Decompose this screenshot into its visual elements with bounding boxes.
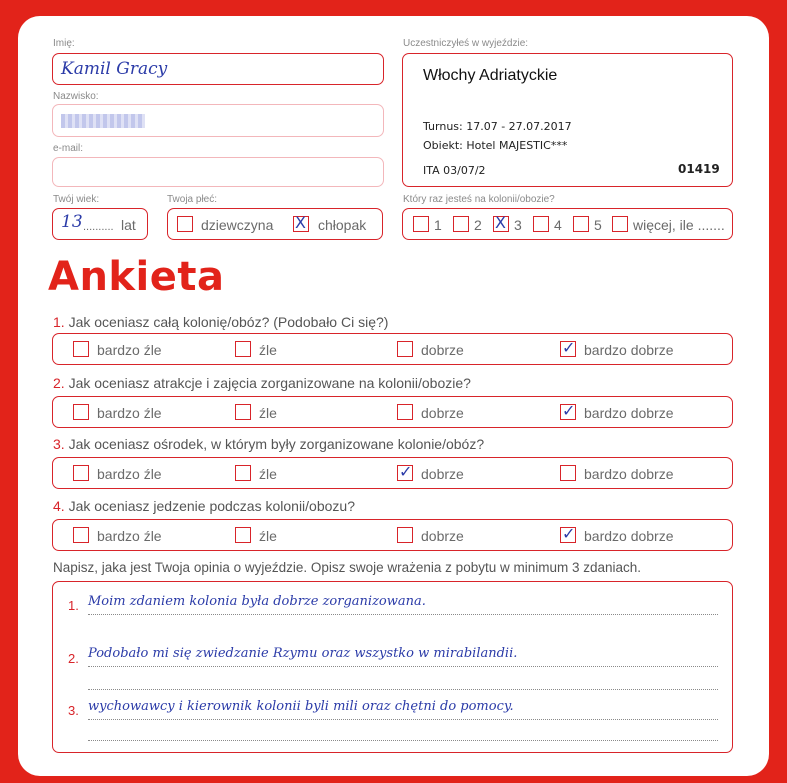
- times-1-label: 1: [434, 217, 442, 233]
- q1-dobrze-checkbox[interactable]: [397, 341, 413, 357]
- q4-bardzo-dobrze-checkbox[interactable]: [560, 524, 576, 543]
- times-3-label: 3: [514, 217, 522, 233]
- q4-bardzo-zle-label: bardzo źle: [97, 528, 162, 544]
- times-label: Który raz jesteś na kolonii/obozie?: [403, 194, 555, 205]
- trip-box: [402, 53, 733, 187]
- times-2-checkbox[interactable]: [453, 216, 469, 232]
- times-5-label: 5: [594, 217, 602, 233]
- age-dots: ..........: [83, 221, 114, 233]
- email-label: e-mail:: [53, 143, 84, 154]
- age-value: 13: [61, 212, 83, 232]
- q3-zle-label: źle: [259, 466, 277, 482]
- question-3-text: 3. Jak oceniasz ośrodek, w którym były zorganizowane kolonie/obóz?: [53, 436, 485, 452]
- name-label: Imię:: [53, 38, 75, 49]
- q1-bardzo-dobrze-checkbox[interactable]: [560, 338, 576, 357]
- opinion-line-3-text: wychowawcy i kierownik kolonii byli mili oraz chętni do pomocy.: [88, 699, 514, 714]
- times-more-label: więcej, ile .......: [633, 217, 725, 233]
- gender-female-label: dziewczyna: [201, 217, 274, 233]
- q2-bardzo-dobrze-label: bardzo dobrze: [584, 405, 674, 421]
- opinion-line-2-number: 2.: [68, 651, 79, 666]
- q1-check-mark: ✓: [562, 338, 576, 357]
- opinion-line-2-rule: [88, 666, 718, 667]
- times-2-label: 2: [474, 217, 482, 233]
- age-unit: lat: [121, 217, 136, 233]
- question-2-text: 2. Jak oceniasz atrakcje i zajęcia zorganizowane na kolonii/obozie?: [53, 375, 471, 391]
- q4-bardzo-zle-checkbox[interactable]: [73, 527, 89, 543]
- q1-zle-label: źle: [259, 342, 277, 358]
- gender-male-label: chłopak: [318, 217, 367, 233]
- surname-redaction: [61, 114, 145, 128]
- q2-zle-label: źle: [259, 405, 277, 421]
- gender-male-checkbox[interactable]: [293, 213, 309, 232]
- trip-label: Uczestniczyłeś w wyjeździe:: [403, 38, 529, 49]
- q2-bardzo-zle-label: bardzo źle: [97, 405, 162, 421]
- q3-bardzo-zle-label: bardzo źle: [97, 466, 162, 482]
- q1-bardzo-dobrze-label: bardzo dobrze: [584, 342, 674, 358]
- q1-dobrze-label: dobrze: [421, 342, 464, 358]
- q4-bardzo-dobrze-label: bardzo dobrze: [584, 528, 674, 544]
- q2-bardzo-zle-checkbox[interactable]: [73, 404, 89, 420]
- question-4-text: 4. Jak oceniasz jedzenie podczas kolonii/obozu?: [53, 498, 355, 514]
- q3-bardzo-zle-checkbox[interactable]: [73, 465, 89, 481]
- opinion-prompt: Napisz, jaka jest Twoja opinia o wyjeździe. Opisz swoje wrażenia z pobytu w minimum 3 zdaniach.: [53, 560, 642, 575]
- q4-check-mark: ✓: [562, 524, 576, 543]
- q4-zle-label: źle: [259, 528, 277, 544]
- opinion-line-1-rule: [88, 614, 718, 615]
- question-1-text: 1. Jak oceniasz całą kolonię/obóz? (Podobało Ci się?): [53, 314, 389, 330]
- name-value: Kamil Gracy: [61, 59, 168, 79]
- q2-zle-checkbox[interactable]: [235, 404, 251, 420]
- gender-label: Twoja płeć:: [167, 194, 218, 205]
- opinion-line-3-number: 3.: [68, 703, 79, 718]
- trip-destination: Włochy Adriatyckie: [423, 67, 558, 84]
- times-more-checkbox[interactable]: [612, 216, 628, 232]
- q4-dobrze-label: dobrze: [421, 528, 464, 544]
- times-5-checkbox[interactable]: [573, 216, 589, 232]
- q4-dobrze-checkbox[interactable]: [397, 527, 413, 543]
- times-3-checkbox[interactable]: [493, 213, 509, 232]
- q3-dobrze-label: dobrze: [421, 466, 464, 482]
- opinion-line-2-text: Podobało mi się zwiedzanie Rzymu oraz wszystko w mirabilandii.: [88, 646, 518, 661]
- opinion-line-1-text: Moim zdaniem kolonia była dobrze zorganizowana.: [88, 594, 426, 609]
- q1-bardzo-zle-checkbox[interactable]: [73, 341, 89, 357]
- q2-check-mark: ✓: [562, 401, 576, 420]
- q1-bardzo-zle-label: bardzo źle: [97, 342, 162, 358]
- trip-number: 01419: [678, 162, 720, 176]
- q3-dobrze-checkbox[interactable]: [397, 462, 413, 481]
- email-field[interactable]: [52, 157, 384, 187]
- gender-male-mark: X: [295, 213, 306, 232]
- opinion-line-3b-rule: [88, 740, 718, 741]
- opinion-line-2b-rule: [88, 689, 718, 690]
- surname-field[interactable]: [52, 104, 384, 137]
- opinion-line-3-rule: [88, 719, 718, 720]
- trip-turnus: Turnus: 17.07 - 27.07.2017: [423, 120, 572, 133]
- name-field[interactable]: [52, 53, 384, 85]
- times-4-checkbox[interactable]: [533, 216, 549, 232]
- q4-zle-checkbox[interactable]: [235, 527, 251, 543]
- times-4-label: 4: [554, 217, 562, 233]
- q3-check-mark: ✓: [399, 462, 413, 481]
- survey-title: Ankieta: [48, 254, 225, 300]
- q2-dobrze-checkbox[interactable]: [397, 404, 413, 420]
- times-3-mark: X: [495, 213, 506, 232]
- q1-zle-checkbox[interactable]: [235, 341, 251, 357]
- surname-label: Nazwisko:: [53, 91, 99, 102]
- opinion-line-1-number: 1.: [68, 598, 79, 613]
- q3-zle-checkbox[interactable]: [235, 465, 251, 481]
- q2-bardzo-dobrze-checkbox[interactable]: [560, 401, 576, 420]
- q2-dobrze-label: dobrze: [421, 405, 464, 421]
- times-1-checkbox[interactable]: [413, 216, 429, 232]
- q3-bardzo-dobrze-label: bardzo dobrze: [584, 466, 674, 482]
- trip-code: ITA 03/07/2: [423, 164, 486, 177]
- q3-bardzo-dobrze-checkbox[interactable]: [560, 465, 576, 481]
- age-field[interactable]: [52, 208, 148, 240]
- gender-female-checkbox[interactable]: [177, 216, 193, 232]
- age-label: Twój wiek:: [53, 194, 100, 205]
- trip-obiekt: Obiekt: Hotel MAJESTIC***: [423, 139, 568, 152]
